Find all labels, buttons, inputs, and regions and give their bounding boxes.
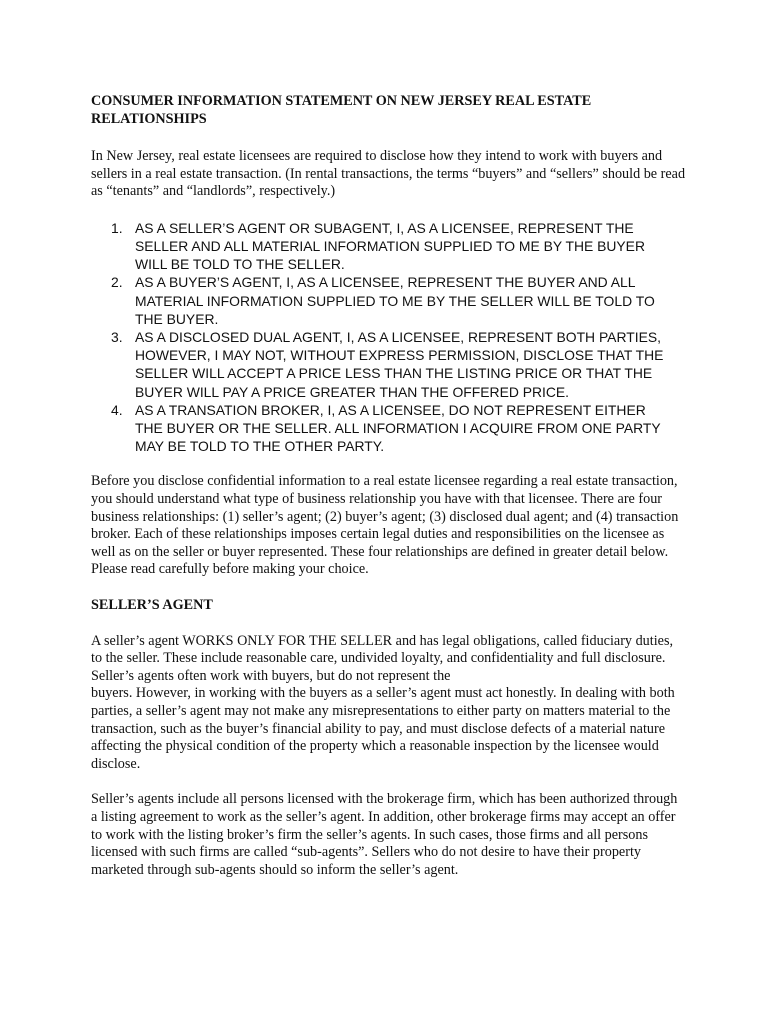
list-item xyxy=(111,328,687,401)
section-heading-sellers-agent: SELLER’S AGENT xyxy=(91,596,213,613)
list-item-text: AS A SELLER’S AGENT OR SUBAGENT, I, AS A LICENSEE, REPRESENT THE SELLER AND ALL MATERIAL INFORMATION SUPPLIED TO ME BY THE BUYER WILL BE TOLD TO THE SELLER. xyxy=(135,219,645,273)
list-item-number: 1. xyxy=(111,219,123,236)
document-page xyxy=(91,92,687,879)
list-item xyxy=(111,273,687,328)
sellers-agent-paragraph-1b: buyers. However, in working with the buyers as a seller’s agent must act honestly. In dealing with both parties, a seller’s agent may not make any misrepresentations to either party on matters material to the transaction, such as the buyer’s financial ability to pay, and must disclose defects of a material nature affecting the physical condition of the property which a reasonable inspection by the licensee would disclose. xyxy=(91,685,675,772)
list-item-number: 4. xyxy=(111,401,123,418)
agency-types-list xyxy=(91,219,687,456)
relationships-paragraph: Before you disclose confidential information to a real estate licensee regarding a real estate transaction, you should understand what type of business relationship you have with that licensee. There are four business relationships: (1) seller’s agent; (2) buyer’s agent; (3) disclosed dual agent; and (4) transaction broker. Each of these relationships imposes certain legal duties and responsibilities on the licensee as well as on the seller or buyer represented. These four relationships are defined in greater detail below. Please read carefully before making your choice. xyxy=(91,473,679,578)
list-item-text: AS A BUYER’S AGENT, I, AS A LICENSEE, REPRESENT THE BUYER AND ALL MATERIAL INFORMATION SUPPLIED TO ME BY THE SELLER WILL BE TOLD TO THE BUYER. xyxy=(135,274,655,327)
list-item-text: AS A DISCLOSED DUAL AGENT, I, AS A LICENSEE, REPRESENT BOTH PARTIES, HOWEVER, I MAY NOT, WITHOUT EXPRESS PERMISSION, DISCLOSE THAT THE SELLER WILL ACCEPT A PRICE LESS THAN THE LISTING PRICE OR THAT THE BUYER WILL PAY A PRICE GREATER THAN THE OFFERED PRICE. xyxy=(135,329,664,400)
sellers-agent-paragraph-1 xyxy=(91,633,687,774)
list-item-text: AS A TRANSATION BROKER, I, AS A LICENSEE, DO NOT REPRESENT EITHER THE BUYER OR THE SELLER. ALL INFORMATION I ACQUIRE FROM ONE PARTY MAY BE TOLD TO THE OTHER PARTY. xyxy=(135,401,661,455)
intro-paragraph: In New Jersey, real estate licensees are required to disclose how they intend to work with buyers and sellers in a real estate transaction. (In rental transactions, the terms “buyers” and “sellers” should be read as “tenants” and “landlords”, respectively.) xyxy=(91,148,686,200)
list-item-number: 3. xyxy=(111,329,123,345)
sellers-agent-paragraph-1a: A seller’s agent WORKS ONLY FOR THE SELLER and has legal obligations, called fiduciary duties, to the seller. These include reasonable care, undivided loyalty, and confidentiality and full disclosure. Seller’s agents often work with buyers, but do not represent the xyxy=(91,632,674,684)
list-item-number: 2. xyxy=(111,274,123,291)
document-title: CONSUMER INFORMATION STATEMENT ON NEW JERSEY REAL ESTATE RELATIONSHIPS xyxy=(91,93,592,127)
list-item xyxy=(111,401,687,456)
sellers-agent-paragraph-2: Seller’s agents include all persons licensed with the brokerage firm, which has been authorized through a listing agreement to work as the seller’s agent. In addition, other brokerage firms may accept an offer to work with the listing broker’s firm the seller’s agents. In such cases, those firms and all persons licensed with such firms are called “sub-agents”. Sellers who do not desire to have their property marketed through sub-agents should so inform the seller’s agent. xyxy=(91,791,678,878)
list-item xyxy=(111,219,687,274)
